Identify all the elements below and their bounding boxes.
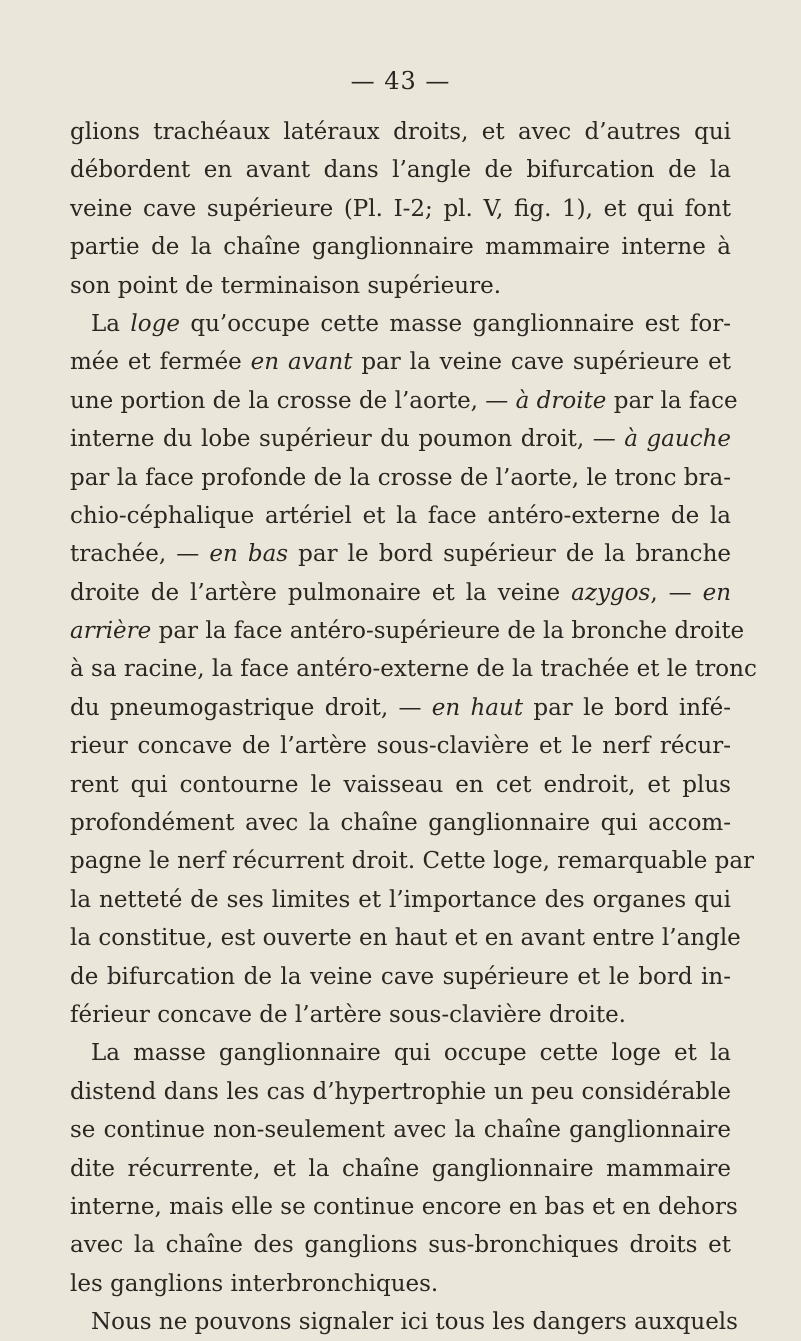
text-run: rent qui contourne le vaisseau en cet endroit, et plus xyxy=(70,771,731,798)
text-run: la netteté de ses limites et l’importance des organes qui xyxy=(70,886,731,913)
text-line xyxy=(70,689,731,727)
text-run: interne, mais elle se continue encore en bas et en dehors xyxy=(70,1193,738,1220)
text-line xyxy=(70,151,731,189)
italic-text-run: en xyxy=(702,579,732,606)
italic-text-run: arrière xyxy=(70,618,152,645)
text-run: par la face profonde de la crosse de l’aorte, le tronc bra- xyxy=(70,464,731,491)
text-line xyxy=(70,382,738,420)
text-run: qu’occupe cette masse ganglionnaire est for- xyxy=(179,310,731,337)
text-run: à sa racine, la face antéro-externe de la trachée et le tronc xyxy=(70,656,757,683)
text-line xyxy=(70,1111,731,1149)
text-line xyxy=(70,305,731,343)
text-line xyxy=(70,650,757,688)
text-run: interne du lobe supérieur du poumon droit, — xyxy=(70,426,625,453)
text-line xyxy=(70,1150,731,1188)
text-line xyxy=(70,459,731,497)
italic-text-run: en avant xyxy=(250,349,353,376)
text-run: de bifurcation de la veine cave supérieure et le bord in- xyxy=(70,963,731,990)
text-run: par la veine cave supérieure et xyxy=(352,349,731,376)
text-run: débordent en avant dans l’angle de bifurcation de la xyxy=(70,157,731,184)
text-run: par la face xyxy=(606,387,738,414)
text-run: la constitue, est ouverte en haut et en avant entre l’angle xyxy=(70,925,741,952)
text-line xyxy=(70,113,731,151)
page-number: — 43 — xyxy=(350,67,451,95)
text-run: se continue non-seulement avec la chaîne ganglionnaire xyxy=(70,1117,731,1144)
text-run: trachée, — xyxy=(70,541,210,568)
text-line xyxy=(70,881,731,919)
text-line xyxy=(70,343,731,381)
text-run: partie de la chaîne ganglionnaire mammaire interne à xyxy=(70,234,731,261)
text-line xyxy=(70,1226,731,1264)
italic-text-run: en bas xyxy=(209,541,289,568)
text-line xyxy=(70,1188,738,1226)
italic-text-run: loge xyxy=(130,310,180,337)
text-run: par la face antéro-supérieure de la bronche droite xyxy=(151,618,745,645)
text-run: par le bord supérieur de la branche xyxy=(288,541,731,568)
text-run: du pneumogastrique droit, — xyxy=(70,694,432,721)
text-run: , — xyxy=(650,579,703,606)
italic-text-run: en haut xyxy=(431,694,524,721)
text-run: glions trachéaux latéraux droits, et avec d’autres qui xyxy=(70,119,731,145)
text-run: profondément avec la chaîne ganglionnaire qui accom- xyxy=(70,810,731,837)
text-run: les ganglions interbronchiques. xyxy=(70,1270,439,1297)
text-line xyxy=(70,535,731,573)
text-run: férieur concave de l’artère sous-clavière droite. xyxy=(70,1001,626,1028)
text-line xyxy=(70,1303,738,1341)
text-line xyxy=(70,1265,731,1303)
text-run: dite récurrente, et la chaîne ganglionnaire mammaire xyxy=(70,1155,731,1182)
text-run: avec la chaîne des ganglions sus-bronchiques droits et xyxy=(70,1232,731,1259)
text-run: pagne le nerf récurrent droit. Cette loge, remarquable par xyxy=(70,848,755,875)
text-run: La xyxy=(91,310,131,337)
text-run: distend dans les cas d’hypertrophie un peu considérable xyxy=(70,1078,731,1105)
text-run: veine cave supérieure (Pl. I-2; pl. V, fig. 1), et qui font xyxy=(70,195,731,222)
text-line xyxy=(70,804,731,842)
italic-text-run: à droite xyxy=(515,387,607,414)
italic-text-run: azygos xyxy=(571,579,651,606)
body-text xyxy=(70,113,757,1341)
text-line xyxy=(70,190,731,228)
text-run: une portion de la crosse de l’aorte, — xyxy=(70,387,516,414)
text-line xyxy=(70,420,731,458)
text-run: La masse ganglionnaire qui occupe cette loge et la xyxy=(91,1040,731,1067)
text-run: son point de terminaison supérieure. xyxy=(70,272,502,299)
text-line xyxy=(70,497,731,535)
text-line xyxy=(70,919,741,957)
text-line xyxy=(70,1034,731,1072)
text-line xyxy=(70,842,755,880)
text-run: par le bord infé- xyxy=(523,694,731,721)
text-line xyxy=(70,996,731,1034)
italic-text-run: à gauche xyxy=(624,426,731,453)
text-line xyxy=(70,267,731,305)
text-line xyxy=(70,727,731,765)
text-run: rieur concave de l’artère sous-clavière et le nerf récur- xyxy=(70,733,731,760)
text-line xyxy=(70,1073,731,1111)
text-run: mée et fermée xyxy=(70,349,251,376)
text-line xyxy=(70,228,731,266)
text-run: Nous ne pouvons signaler ici tous les dangers auxquels xyxy=(91,1309,738,1336)
text-line xyxy=(70,766,731,804)
text-line xyxy=(70,958,731,996)
text-line xyxy=(70,612,745,650)
text-line xyxy=(70,574,731,612)
text-run: chio-céphalique artériel et la face antéro-externe de la xyxy=(70,502,731,529)
text-run: droite de l’artère pulmonaire et la veine xyxy=(70,579,572,606)
